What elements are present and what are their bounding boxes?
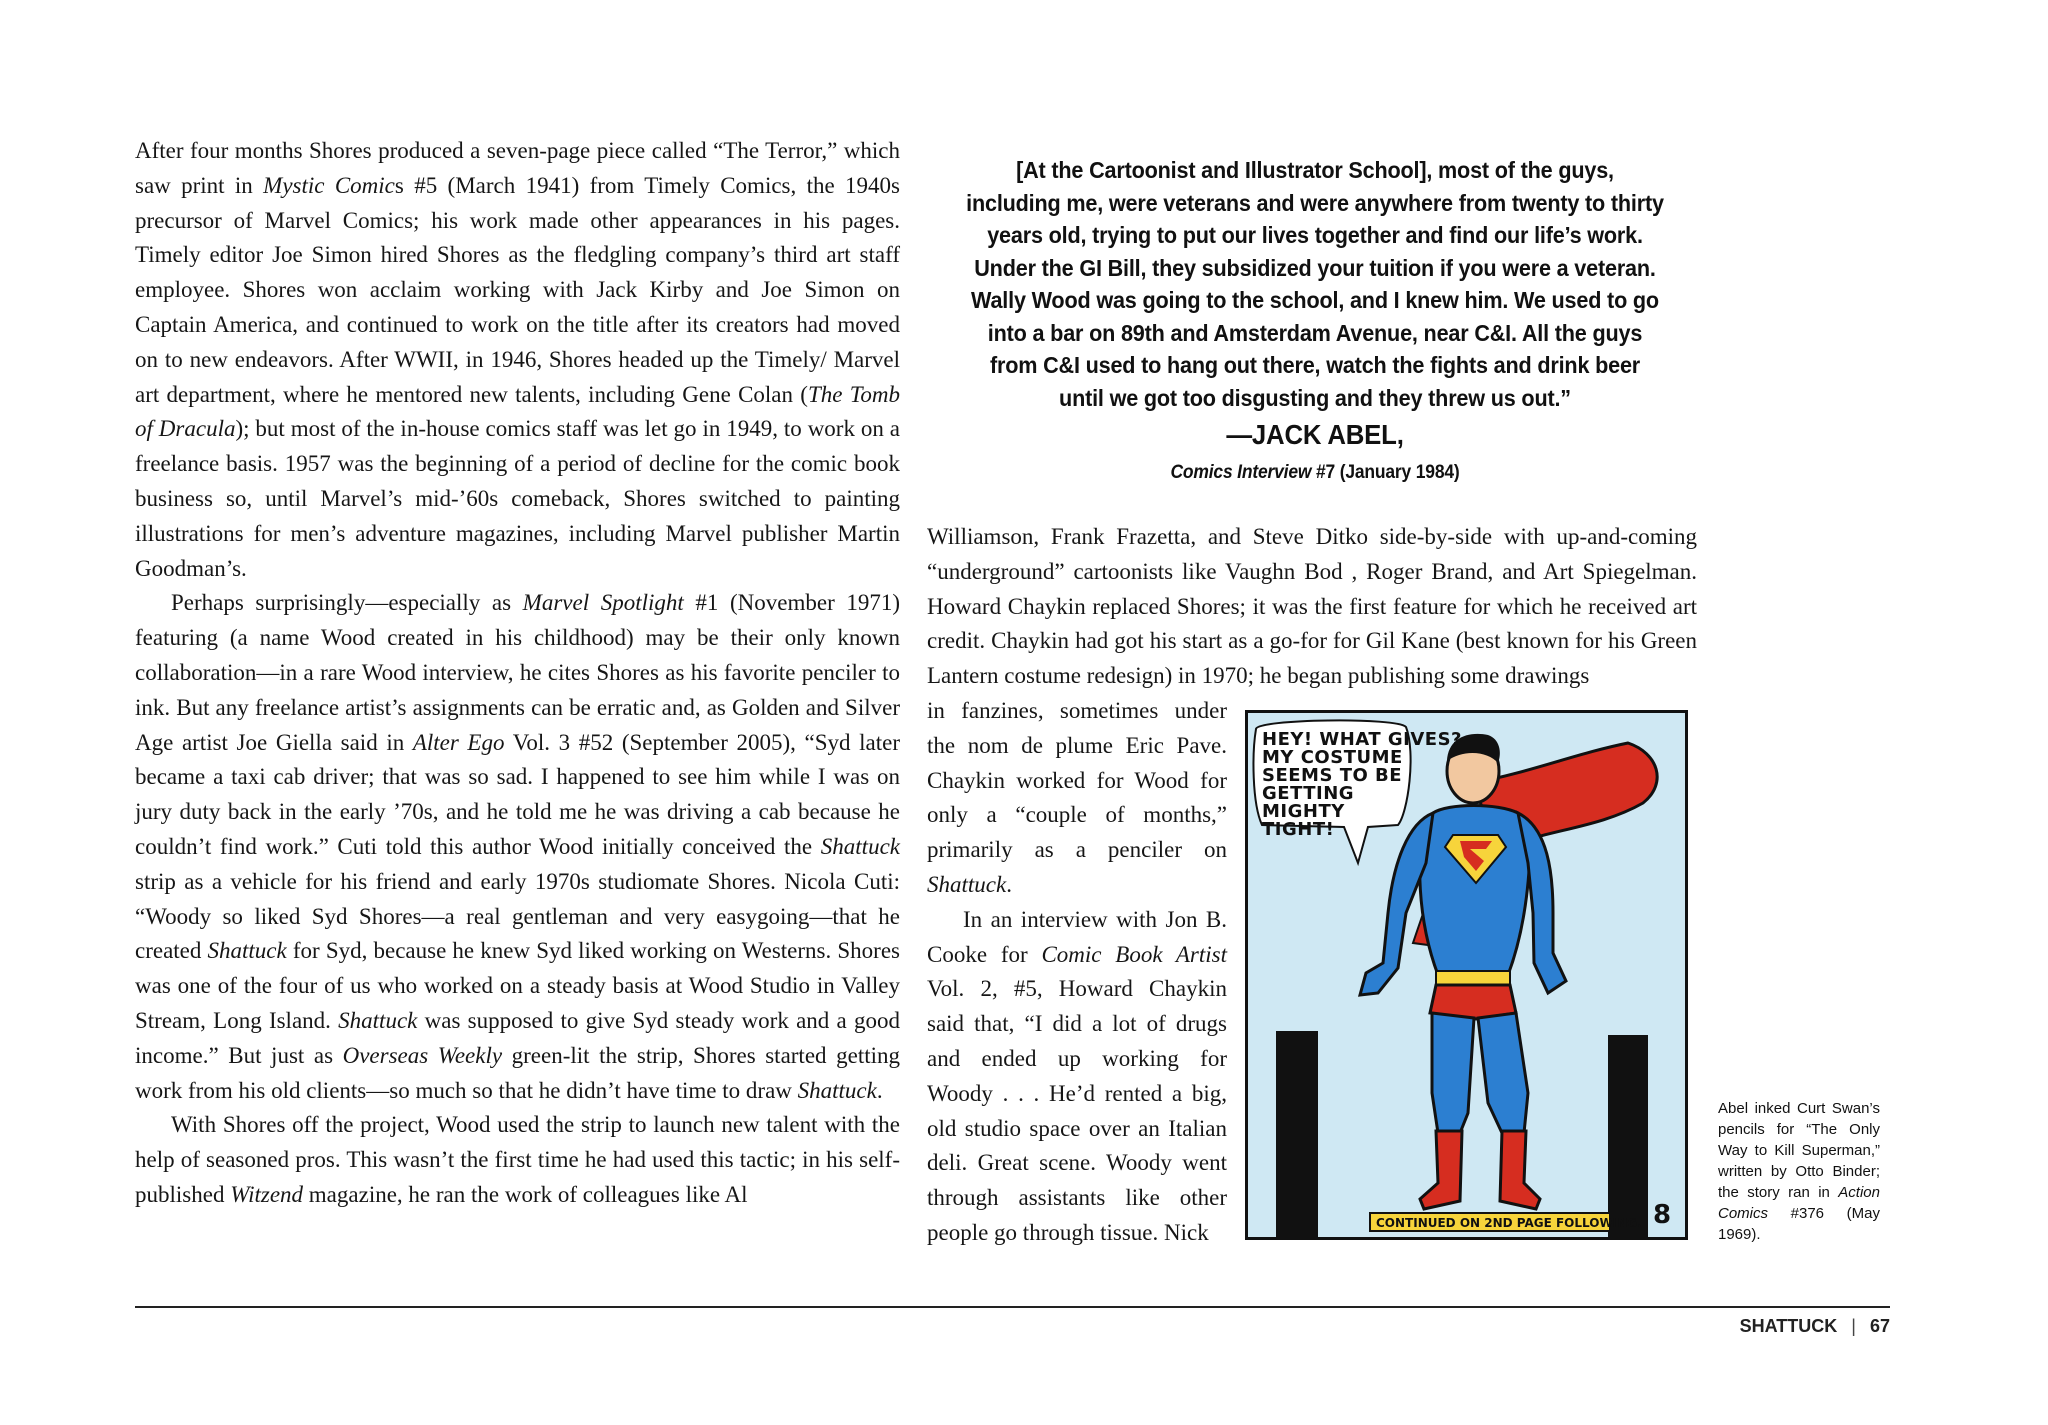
pull-quote: [952, 154, 1679, 488]
paragraph: Perhaps surprisingly—especially as Marvel Spotlight #1 (November 1971) featuring (a name Wood created in his childhood) may be their only known collaboration—in a rare Wood interview, he cites Shores as his favorite penciler to ink. But any freelance artist’s assignments can be erratic and, as Golden and Silver Age artist Joe Giella said in Alter Ego Vol. 3 #52 (September 2005), “Syd later became a taxi cab driver; that was so sad. I happened to see him while I was on jury duty back in the early ’70s, and he told me he was driving a cab because he couldn’t find work.” Cuti told this author Wood initially conceived the Shattuck strip as a vehicle for his friend and early 1970s studiomate Shores. Nicola Cuti: “Woody so liked Syd Shores—a real gentleman and very easygoing—that he created Shattuck for Syd, because he knew Syd liked working on Westerns. Shores was one of the four of us who worked on a steady basis at Wood Studio in Valley Stream, Long Island. Shattuck was supposed to give Syd steady work and a good income.” But just as Overseas Weekly green-lit the strip, Shores started getting work from his old clients—so much so that he didn’t have time to draw Shattuck.: [135, 590, 901, 1103]
panel-number: 8: [1653, 1200, 1672, 1230]
balloon-text-line: MIGHTY: [1262, 801, 1345, 822]
balloon-text-line: SEEMS TO BE: [1262, 765, 1403, 786]
quote-attribution: —JACK ABEL,: [1226, 419, 1404, 450]
quote-line: into a bar on 89th and Amsterdam Avenue, near C&I. All the guys: [987, 319, 1643, 346]
image-caption: Abel inked Curt Swan’s pencils for “The Only Way to Kill Superman,” written by Otto Binder; the story ran in Action Comics #376 (May 1969).: [1718, 1100, 1880, 1243]
balloon-text-line: TIGHT!: [1262, 819, 1335, 840]
quote-line: Under the GI Bill, they subsidized your tuition if you were a veteran.: [974, 254, 1656, 281]
quote-line: from C&I used to hang out there, watch the fights and drink beer: [989, 352, 1641, 378]
quote-source: Comics Interview #7 (January 1984): [1170, 462, 1460, 483]
paragraph: In an interview with Jon B. Cooke for Comic Book Artist Vol. 2, #5, Howard Chaykin said that, “I did a lot of drugs and ended up working for Woody . . . He’d rented a big, old studio space over an Italian deli. Great scene. Woody went through assistants like other people go through tissue. Nick: [927, 906, 1228, 1245]
left-text-column: [135, 134, 900, 1213]
balloon-text-line: HEY! WHAT GIVES?: [1262, 729, 1462, 750]
building-left: [1276, 1031, 1318, 1237]
running-title: SHATTUCK: [1739, 1316, 1838, 1336]
quote-line: Wally Wood was going to the school, and I knew him. We used to go: [971, 287, 1659, 313]
paragraph: in fanzines, sometimes under the nom de plume Eric Pave. Chaykin worked for Wood for only a “couple of months,” primarily as a penciler on Shattuck.: [927, 698, 1227, 897]
superman-illustration: [1248, 713, 1685, 1237]
belt: [1436, 971, 1510, 985]
torso: [1420, 806, 1530, 976]
left-leg: [1432, 1013, 1474, 1133]
quote-line: [At the Cartoonist and Illustrator School], most of the guys,: [1016, 157, 1614, 183]
right-narrow-column: [927, 694, 1227, 1251]
continued-text: CONTINUED ON 2ND PAGE FOLLOWING.: [1376, 1216, 1642, 1230]
balloon-text-line: MY COSTUME: [1262, 747, 1403, 768]
balloon-text-line: GETTING: [1262, 783, 1355, 804]
quote-line: years old, trying to put our lives together and find our life’s work.: [987, 222, 1643, 248]
right-text-column: [927, 520, 1697, 694]
running-footer: [1740, 1316, 1890, 1337]
building-right: [1608, 1035, 1648, 1237]
footer-rule: [135, 1306, 1890, 1308]
comic-panel-image: [1245, 710, 1688, 1240]
page-number: 67: [1869, 1316, 1890, 1336]
paragraph: With Shores off the project, Wood used the strip to launch new talent with the help of seasoned pros. This wasn’t the first time he had used this tactic; in his self-published Witzend magazine, he ran the work of colleagues like Al: [135, 1112, 900, 1207]
paragraph: Williamson, Frank Frazetta, and Steve Ditko side-by-side with up-and-coming “underground” cartoonists like Vaughn Bod , Roger Brand, and Art Spiegelman. Howard Chaykin replaced Shores; it was the first feature for which he received art credit. Chaykin had got his start as a go-for for Gil Kane (best known for his Green Lantern costume redesign) in 1970; he began publishing some drawings: [927, 524, 1697, 689]
paragraph: After four months Shores produced a seven-page piece called “The Terror,” which saw print in Mystic Comics #5 (March 1941) from Timely Comics, the 1940s precursor of Marvel Comics; his work made other appearances in his pages. Timely editor Joe Simon hired Shores as the fledgling company’s third art staff employee. Shores won acclaim working with Jack Kirby and Joe Simon on Captain America, and continued to work on the title after its creators had moved on to new endeavors. After WWII, in 1946, Shores headed up the Timely/ Marvel art department, where he mentored new talents, including Gene Colan (The Tomb of Dracula); but most of the in-house comics staff was let go in 1949, to work on a freelance basis. 1957 was the beginning of a period of decline for the comic book business so, until Marvel’s mid-’60s comeback, Shores switched to painting illustrations for men’s adventure magazines, including Marvel publisher Martin Goodman’s.: [135, 138, 901, 581]
quote-line: including me, were veterans and were anywhere from twenty to thirty: [966, 189, 1664, 216]
footer-separator: |: [1851, 1316, 1856, 1336]
quote-line: until we got too disgusting and they threw us out.”: [1059, 384, 1571, 411]
